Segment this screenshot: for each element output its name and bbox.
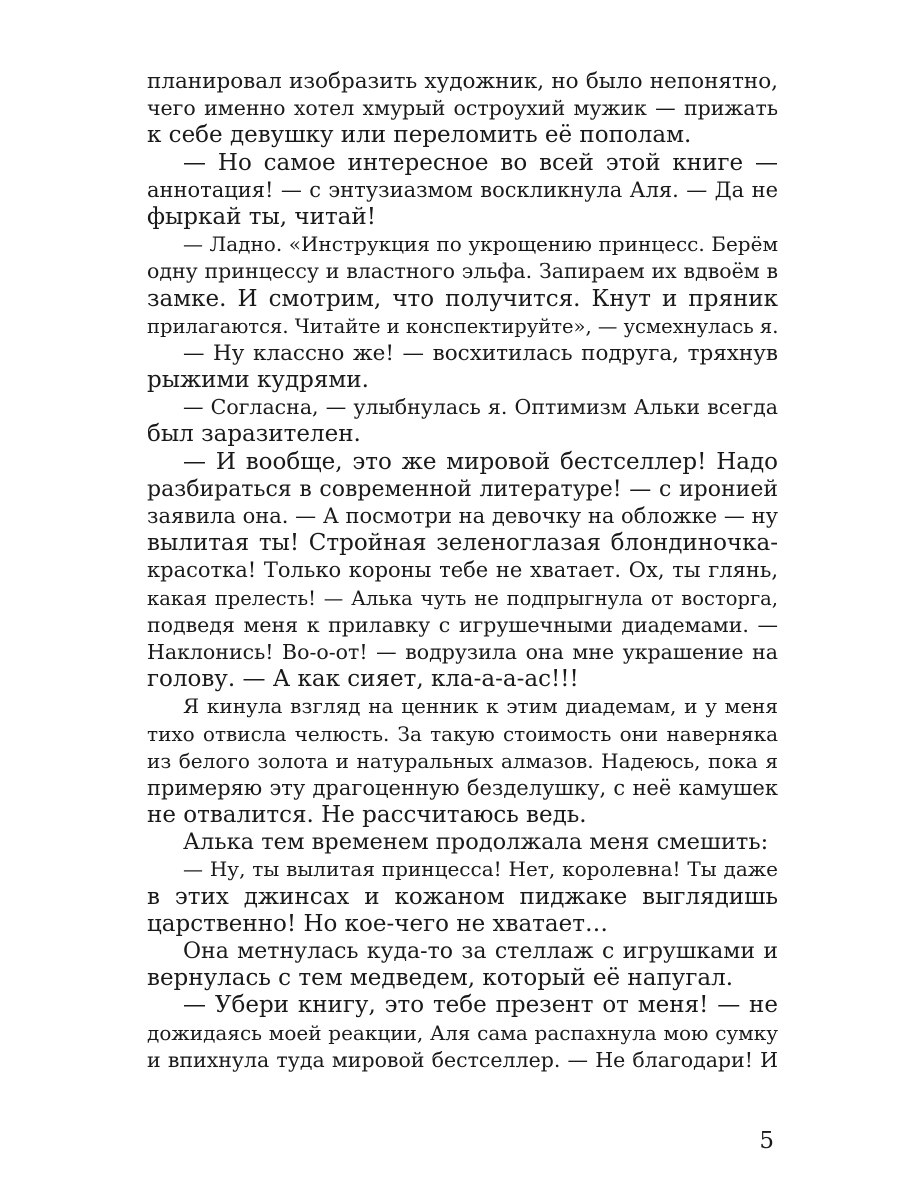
page-body [147, 68, 778, 1074]
page-number: 5 [759, 1128, 774, 1154]
text-line: разбираться в современной литературе! — с иронией [147, 476, 778, 502]
text-line: Алька тем временем продолжала меня смешить: [183, 829, 769, 856]
text-line: был заразителен. [147, 421, 361, 448]
text-line: Наклонись! Во-о-от! — водрузила она мне украшение на [147, 639, 778, 664]
text-line: тихо отвисла челюсть. За такую стоимость они наверняка [147, 721, 778, 746]
text-line: Она метнулась куда-то за стеллаж с игрушками и [183, 939, 778, 964]
text-line: — И вообще, это же мировой бестселлер! Надо [183, 448, 778, 475]
text-line: из белого золота и натуральных алмазов. Надеюсь, пока я [147, 748, 778, 773]
text-line: не отвалится. Не рассчитаюсь ведь. [147, 802, 587, 829]
text-line: заявила она. — А посмотри на девочку на обложке — ну [147, 504, 778, 528]
text-line: вылитая ты! Стройная зеленоглазая блондиночка- [147, 530, 778, 557]
text-line: — Ну, ты вылитая принцесса! Нет, королевна! Ты даже [183, 857, 778, 882]
text-line: в этих джинсах и кожаном пиджаке выглядишь [147, 883, 778, 910]
text-line: аннотация! — с энтузиазмом воскликнула Аля. — Да не [147, 177, 778, 202]
text-line: царственно! Но кое-чего не хватает… [147, 910, 608, 937]
text-line: чего именно хотел хмурый остроухий мужик — прижать [147, 96, 778, 121]
text-line: подведя меня к прилавку с игрушечными диадемами. — [147, 612, 778, 637]
text-line: голову. — А как сияет, кла-а-а-ас!!! [147, 666, 579, 693]
text-line: — Ну классно же! — восхитилась подруга, тряхнув [183, 340, 778, 366]
text-line: красотка! Только короны тебе не хватает. Ох, ты глянь, [147, 558, 778, 583]
text-line: замке. И смотрим, что получится. Кнут и пряник [147, 285, 778, 312]
text-line: какая прелесть! — Алька чуть не подпрыгнула от восторга, [147, 586, 778, 610]
text-line: — Но самое интересное во всей этой книге — [183, 149, 778, 176]
text-line: к себе девушку или переломить её пополам. [147, 122, 692, 149]
text-line: — Убери книгу, это тебе презент от меня! — не [183, 992, 778, 1019]
text-line: рыжими кудрями. [147, 367, 369, 394]
text-line: и впихнула туда мировой бестселлер. — Не благодари! И [147, 1047, 778, 1072]
text-line: планировал изобразить художник, но было непонятно, [147, 69, 778, 94]
text-line: фыркай ты, читай! [147, 203, 376, 230]
text-line: примеряю эту драгоценную безделушку, с неё камушек [147, 775, 778, 800]
text-line: дожидаясь моей реакции, Аля сама распахнула мою сумку [147, 1020, 778, 1045]
text-line: — Ладно. «Инструкция по укрощению принцесс. Берём [183, 232, 778, 257]
text-line: Я кинула взгляд на ценник к этим диадемам, и у меня [183, 694, 778, 719]
text-line: — Согласна, — улыбнулась я. Оптимизм Альки всегда [183, 395, 778, 420]
text-line: одну принцессу и властного эльфа. Запираем их вдвоём в [147, 259, 778, 284]
text-line: вернулась с тем медведем, который её напугал. [147, 965, 734, 992]
text-line: прилагаются. Читайте и конспектируйте», — усмехнулась я. [147, 314, 779, 338]
